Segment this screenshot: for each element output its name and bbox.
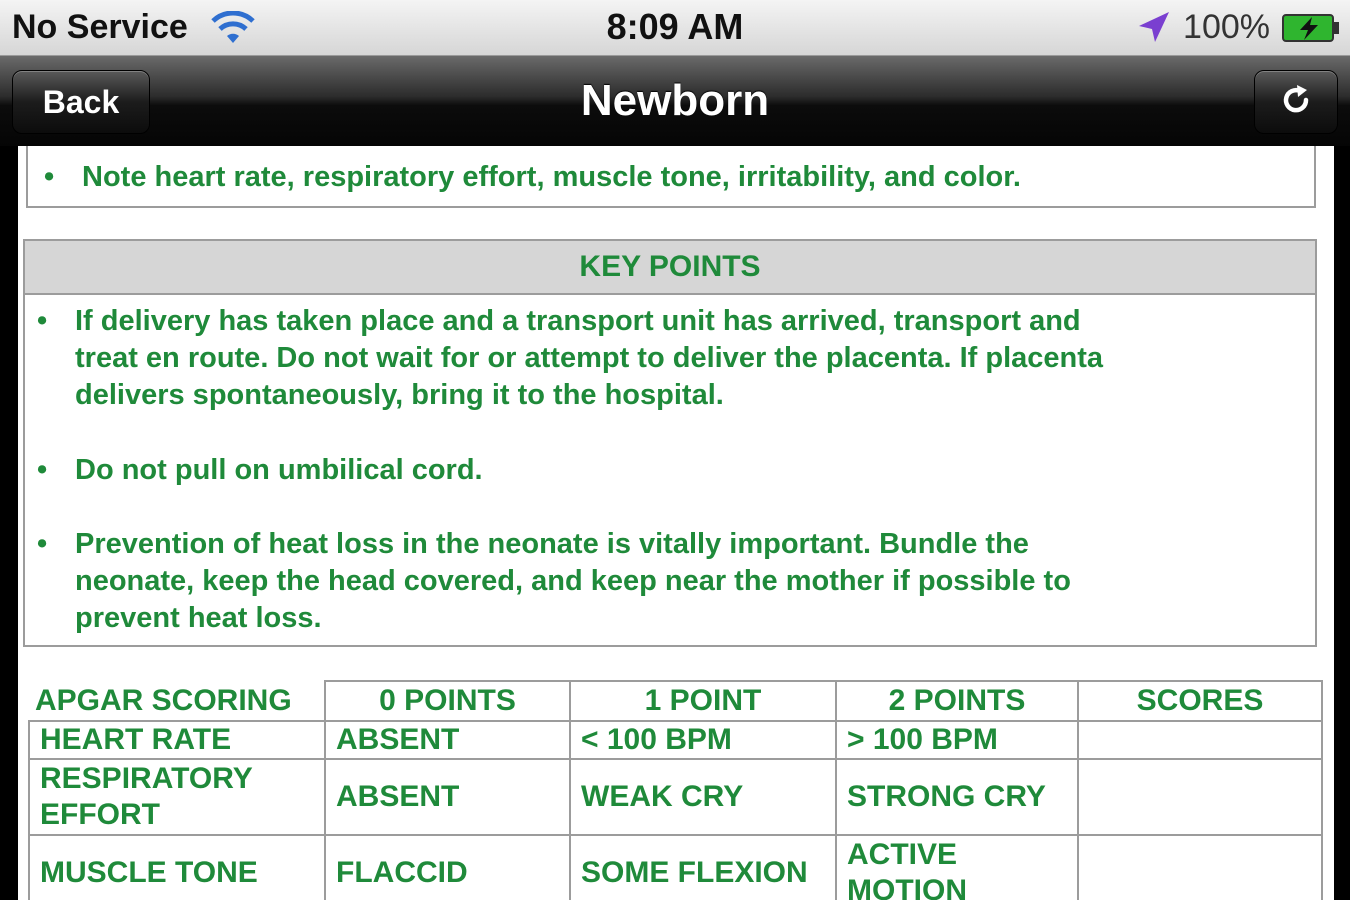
bullet: •	[44, 161, 55, 193]
column-header: 0 POINTS	[325, 681, 570, 721]
refresh-icon	[1278, 82, 1314, 123]
refresh-button[interactable]	[1254, 70, 1338, 134]
key-point-line: prevent heat loss.	[75, 602, 322, 634]
page-title: Newborn	[580, 76, 770, 125]
score-cell[interactable]	[1078, 835, 1322, 900]
key-point-line: Prevention of heat loss in the neonate is vitally important. Bundle the	[75, 528, 1029, 560]
key-point-line: delivers spontaneously, bring it to the hospital.	[75, 379, 724, 411]
points-0-cell: ABSENT	[325, 759, 570, 835]
location-arrow-icon	[1135, 10, 1171, 46]
points-2-cell: > 100 BPM	[836, 721, 1078, 759]
column-header: SCORES	[1078, 681, 1322, 721]
points-1-cell: WEAK CRY	[570, 759, 836, 835]
key-point-line: If delivery has taken place and a transport unit has arrived, transport and	[75, 305, 1081, 337]
points-0-cell: FLACCID	[325, 835, 570, 900]
column-header: APGAR SCORING	[35, 683, 292, 717]
points-2-cell	[836, 835, 1078, 900]
key-point-line: treat en route. Do not wait for or attempt to deliver the placenta. If placenta	[75, 342, 1104, 374]
list-item	[29, 303, 1309, 414]
battery-percent: 100%	[1183, 8, 1270, 46]
points-line: MOTION	[847, 874, 967, 900]
table-row	[29, 721, 1322, 759]
points-1-cell: SOME FLEXION	[570, 835, 836, 900]
key-point-line: neonate, keep the head covered, and keep near the mother if possible to	[75, 565, 1071, 597]
list-item	[29, 526, 1309, 637]
status-bar	[0, 0, 1350, 56]
column-header: 2 POINTS	[836, 681, 1078, 721]
score-cell[interactable]	[1078, 759, 1322, 835]
carrier-label: No Service	[12, 8, 188, 46]
note-box	[26, 146, 1316, 208]
table-header-row	[29, 681, 1322, 721]
criterion-cell	[29, 759, 325, 835]
criterion-line: EFFORT	[40, 798, 160, 831]
points-line: ACTIVE	[847, 838, 958, 871]
criterion-cell: MUSCLE TONE	[29, 835, 325, 900]
key-points-header: KEY POINTS	[25, 241, 1315, 295]
bullet: •	[37, 454, 48, 486]
list-item	[29, 452, 1309, 489]
column-header: 1 POINT	[570, 681, 836, 721]
note-text: Note heart rate, respiratory effort, muscle tone, irritability, and color.	[82, 161, 1021, 193]
key-point-line: Do not pull on umbilical cord.	[75, 454, 483, 486]
key-points-box	[23, 239, 1317, 647]
points-0-cell: ABSENT	[325, 721, 570, 759]
list-item	[36, 159, 1306, 196]
back-button[interactable]: Back	[12, 70, 150, 134]
bullet: •	[37, 305, 48, 337]
navigation-bar	[0, 56, 1350, 146]
criterion-cell: HEART RATE	[29, 721, 325, 759]
apgar-table	[28, 680, 1323, 900]
table-row	[29, 835, 1322, 900]
battery-charging-icon	[1282, 13, 1340, 43]
document-view[interactable]	[18, 146, 1334, 900]
table-row	[29, 759, 1322, 835]
score-cell[interactable]	[1078, 721, 1322, 759]
status-time: 8:09 AM	[606, 6, 744, 47]
points-2-cell: STRONG CRY	[836, 759, 1078, 835]
criterion-line: RESPIRATORY	[40, 762, 253, 795]
points-1-cell: < 100 BPM	[570, 721, 836, 759]
bullet: •	[37, 528, 48, 560]
status-right	[1135, 8, 1340, 47]
